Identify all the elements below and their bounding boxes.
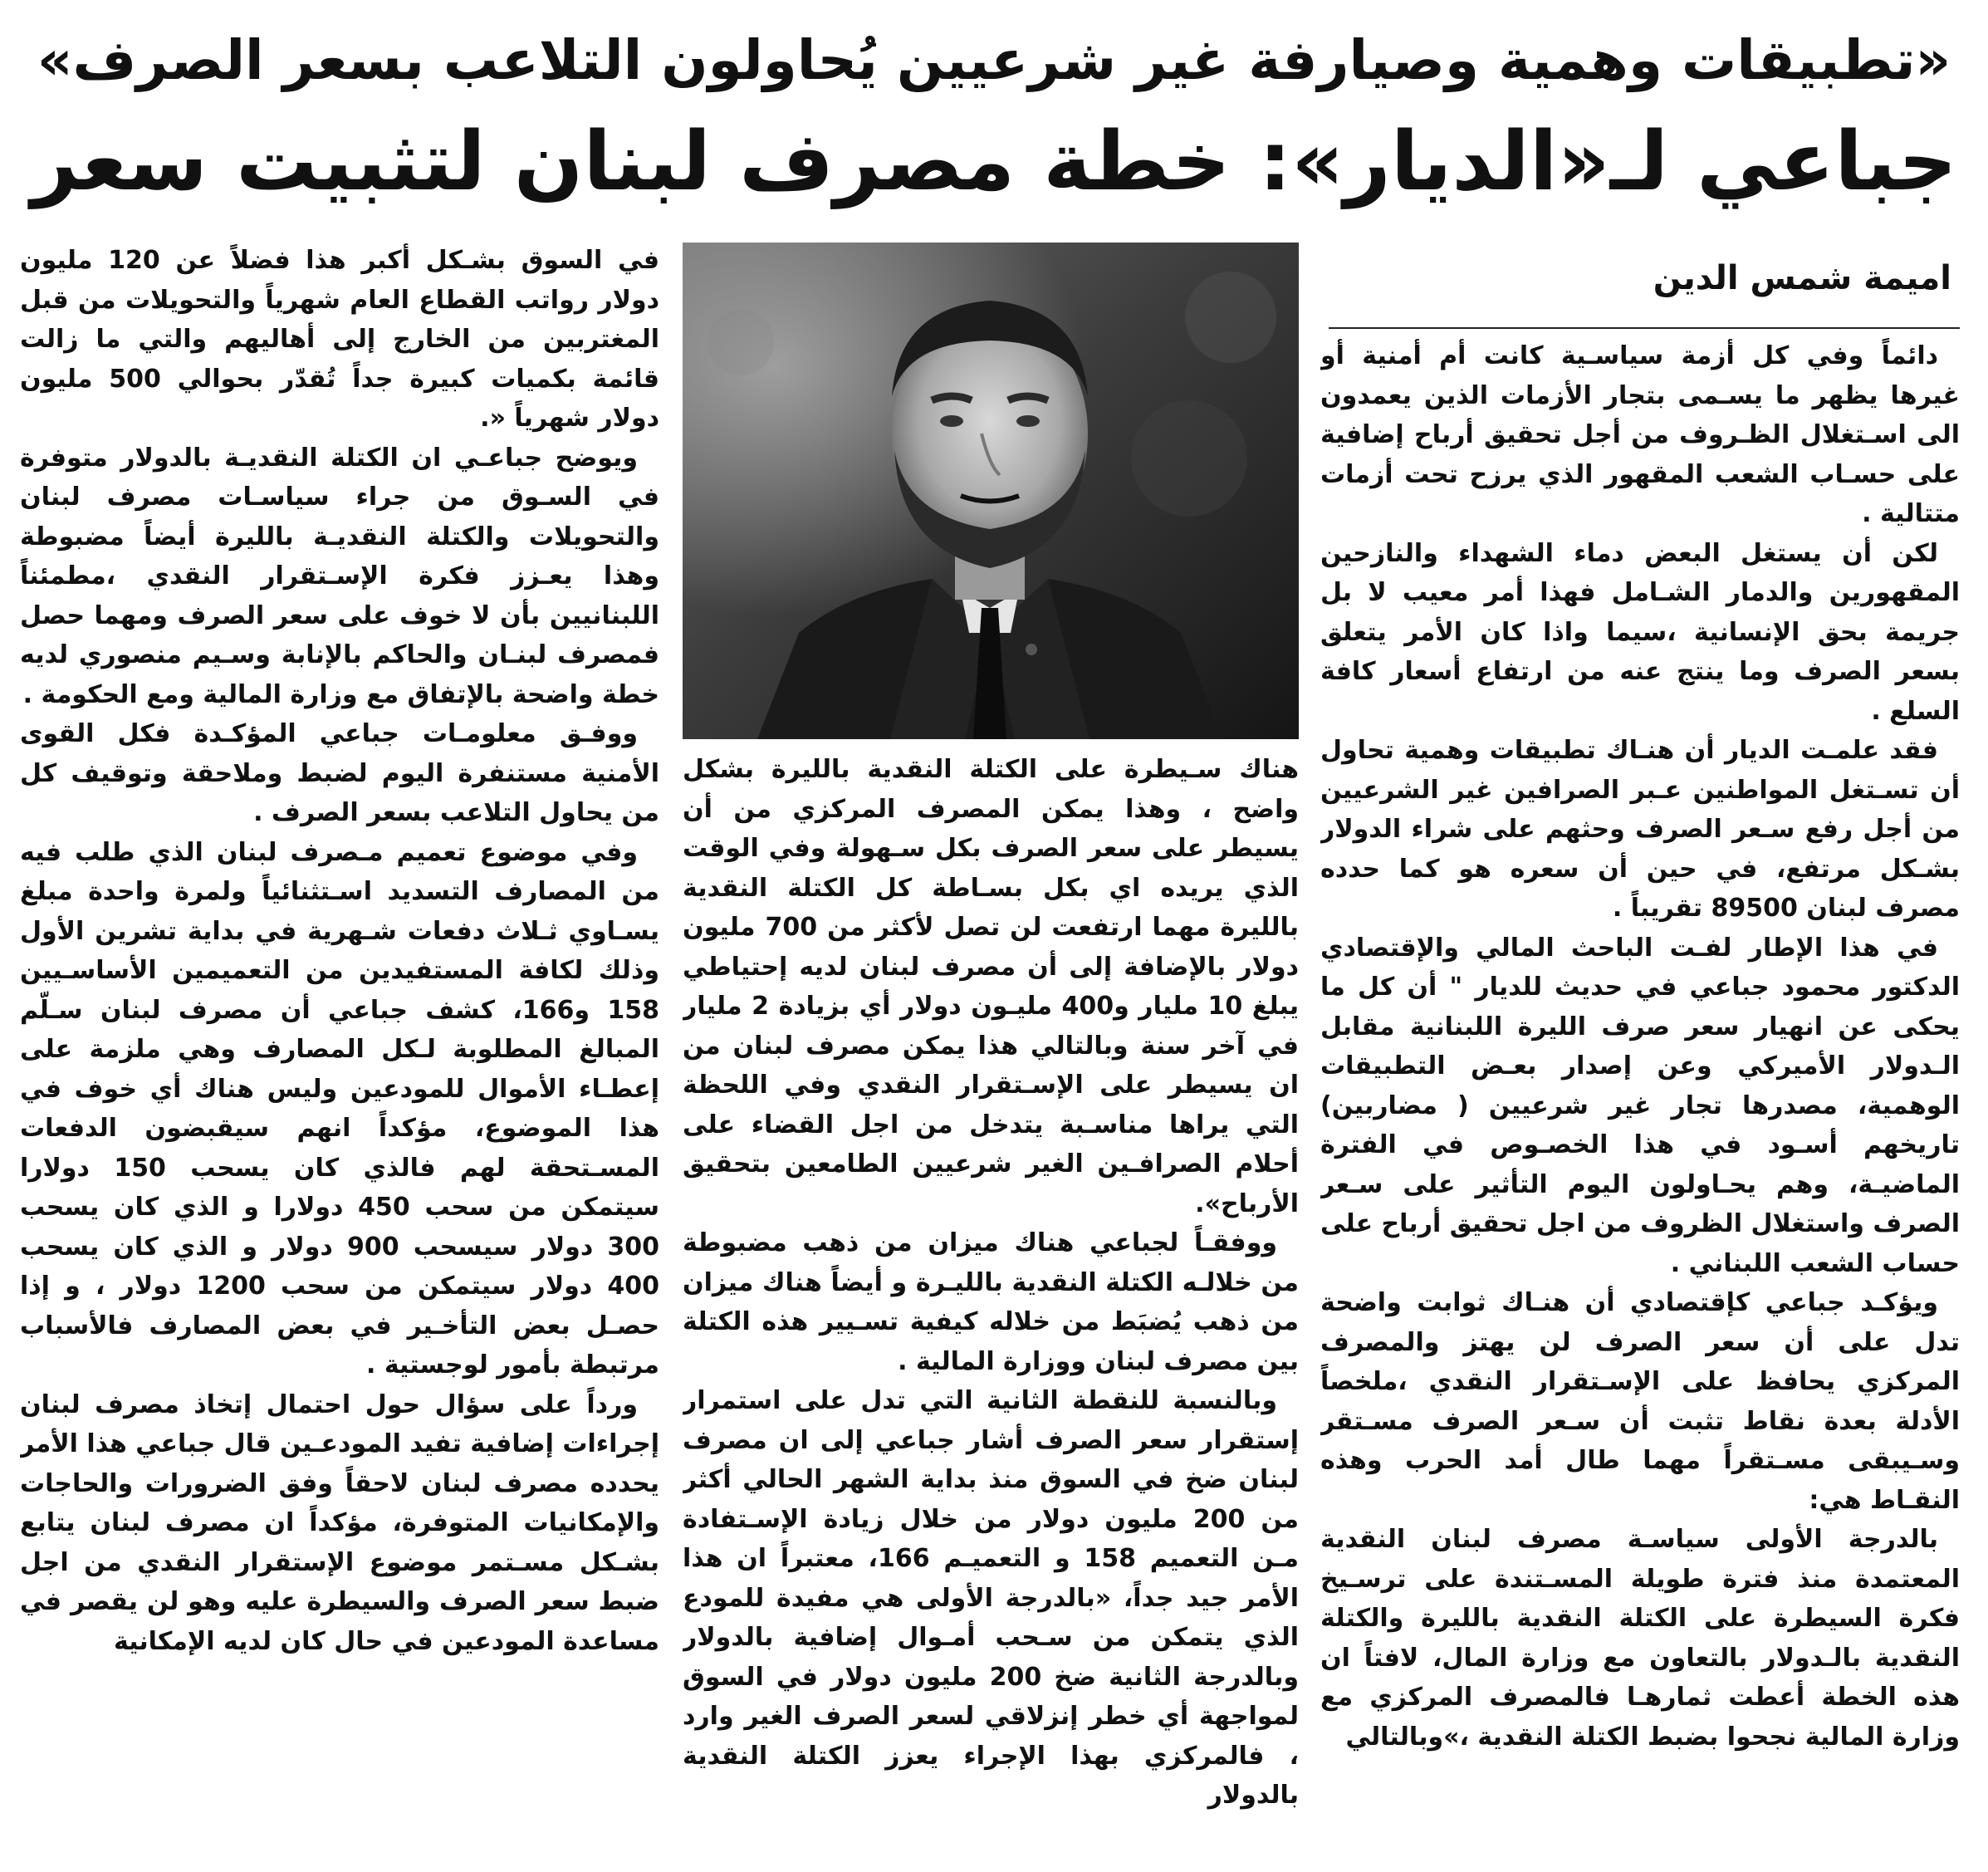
paragraph: ويوضح جباعـي ان الكتلة النقديـة بالدولار متوفرة في السـوق من جراء سياسـات مصرف لبنان والتحويلات والكتلة النقديـة بالليرة أيضاً مضبوطة وهذا يعـزز فكرة الإسـتقرار النقدي ،مطمئناً اللبنانيين بأن لا خوف على سعر الصرف ومهما حصل فمصرف لبنـان والحاكم بالإنابة وسـيم منصوري لديه خطة واضحة بالإتفاق مع وزارة المالية ومع الحكومة . <box>20 443 659 709</box>
article-kicker: «تطبيقات وهمية وصيارفة غير شرعيين يُحاولون التلاعب بسعر الصرف» <box>37 28 1951 92</box>
paragraph: بالدرجة الأولى سياسـة مصرف لبنان النقدية المعتمدة منذ فترة طويلة المسـتندة على ترسـيخ فكرة السيطرة على الكتلة النقدية بالليرة والكتلة النقدية بالـدولار بالتعاون مع وزارة المال، لافتاً ان هذه الخطة أعطت ثمارهـا فالمصرف المركزي مع وزارة المالية نجحوا بضبط الكتلة النقدية ،»وبالتالي <box>1320 1525 1960 1752</box>
article-column-left <box>20 241 659 1869</box>
byline-divider <box>1329 327 1960 329</box>
paragraph: في هذا الإطار لفـت الباحث المالي والإقتصادي الدكتور محمود جباعي في حديث للديار " أن كل ما يحكى عن انهيار سعر صرف الليرة اللبنانية مقابل الـدولار الأميركي وعن إصدار بعـض التطبيقات الوهمية، مصدرها تجار غير شرعيين ( مضاربين) تاريخهم أسـود في هذا الخصـوص في الفترة الماضيـة، وهم يحـاولون اليوم التأثير على سـعر الصرف واستغلال الظروف من اجل تحقيق أرباح على حساب الشعب اللبناني . <box>1320 933 1960 1278</box>
paragraph: ووفـق معلومـات جباعي المؤكـدة فكل القوى الأمنية مستنفرة اليوم لضبط وملاحقة وتوقيف كل من يحاول التلاعب بسعر الصرف . <box>20 719 659 827</box>
paragraph: ورداً على سؤال حول احتمال إتخاذ مصرف لبنان إجراءات إضافية تفيد المودعـين قال جباعي هذا الأمر يحدده مصرف لبنان لاحقاً وفق الضرورات والحاجات والإمكانيات المتوفرة، مؤكداً ان مصرف لبنان يتابع بشـكل مسـتمر موضوع الإستقرار النقدي من اجل ضبط سعر الصرف والسيطرة عليه وهو لن يقصر في مساعدة المودعين في حال كان لديه الإمكانية <box>20 1389 659 1656</box>
paragraph: في السوق بشـكل أكبر هذا فضلاً عن 120 مليون دولار رواتب القطاع العام شهرياً والتحويلات من قبل المغتربين من الخارج إلى أهاليهم والتي ما زالت قائمة بكميات كبيرة جداً تُقدّر بحوالي 500 مليون دولار شهرياً «. <box>20 246 659 433</box>
paragraph: ووفقـاً لجباعي هناك ميزان من ذهب مضبوطة من خلالـه الكتلة النقدية بالليـرة و أيضاً هناك ميزان من ذهب يُضبَط من خلاله كيفية تسـيير هذه الكتلة بين مصرف لبنان ووزارة المالية . <box>683 1228 1299 1376</box>
paragraph: هناك سـيطرة على الكتلة النقدية بالليرة بشكل واضح ، وهذا يمكن المصرف المركزي من أن يسيطر على سعر الصرف بكل سـهولة وفي الوقت الذي يريده اي بكل بسـاطة كل الكتلة النقدية بالليرة مهما ارتفعت لن تصل لأكثر من 700 مليون دولار بالإضافة إلى أن مصرف لبنان لديه إحتياطي يبلغ 10 مليار و400 مليـون دولار أي بزيادة 2 مليار في آخر سنة وبالتالي هذا يمكن مصرف لبنان من ان يسيطر على الإسـتقرار النقدي وفي اللحظة التي يراها مناسـبة يتدخل من اجل القضاء على أحلام الصرافـين الغير شرعيين الطامعين بتحقيق الأرباح». <box>683 755 1299 1218</box>
paragraph: دائماً وفي كل أزمة سياسـية كانت أم أمنية أو غيرها يظهر ما يسـمى بتجار الأزمات الذين يعمدون الى اسـتغلال الظـروف من أجل تحقيق أرباح إضافية على حسـاب الشعب المقهور الذي يرزح تحت أزمات متتالية . <box>1320 341 1960 528</box>
article-column-middle <box>683 750 1299 1867</box>
article-headline: جباعي لـ«الديار»: خطة مصرف لبنان لتثبيت سعر <box>31 115 1957 209</box>
portrait-photo-illustration <box>683 243 1299 739</box>
article-column-right <box>1320 336 1960 1869</box>
paragraph: وبالنسبة للنقطة الثانية التي تدل على استمرار إستقرار سعر الصرف أشار جباعي إلى ان مصرف لبنان ضخ في السوق منذ بداية الشهر الحالي أكثر من 200 مليون دولار من خلال زيادة الإسـتفادة مـن التعميم 158 و التعميـم 166، معتبراً ان هذا الأمر جيد جداً، «بالدرجة الأولى هي مفيدة للمودع الذي يتمكن من سـحب أمـوال إضافية بالدولار وبالدرجة الثانية ضخ 200 مليون دولار في السوق لمواجهة أي خطر إنزلاقي لسعر الصرف الغير وارد ، فالمركزي بهذا الإجراء يعزز الكتلة النقدية بالدولار <box>683 1386 1299 1810</box>
article-byline: اميمة شمس الدين <box>1653 259 1951 297</box>
paragraph: ويؤكـد جباعي كإقتصادي أن هنـاك ثوابت واضحة تدل على أن سعر الصرف لن يهتز والمصرف المركزي يحافظ على الإسـتقرار النقدي ،ملخصاً الأدلة بعدة نقاط تثبت أن سـعر الصرف مسـتقر وسـيبقى مسـتقراً مهما طال أمد الحرب وهذه النقـاط هي: <box>1320 1288 1960 1515</box>
paragraph: لكن أن يستغل البعض دماء الشهداء والنازحين المقهورين والدمار الشـامل فهذا أمر معيب لا بل جريمة بحق الإنسانية ،سيما واذا كان الأمر يتعلق بسعر الصرف وما ينتج عنه من ارتفاع أسعار كافة السلع . <box>1320 538 1960 726</box>
article-photo <box>683 243 1299 739</box>
paragraph: وفي موضوع تعميم مـصرف لبنان الذي طلب فيه من المصارف التسديد اسـتثنائياً ولمرة واحدة مبلغ يسـاوي ثـلاث دفعات شـهرية في بداية تشرين الأول وذلك لكافة المستفيدين من التعميمين الأساسـيين 158 و166، كشف جباعي أن مصرف لبنان سـلّم المبالغ المطلوبة لـكل المصارف وهي ملزمة على إعطـاء الأموال للمودعين وليس هناك أي خوف في هذا الموضوع، مؤكداً انهم سيقبضون الدفعات المسـتحقة لهم فالذي كان يسحب 150 دولارا سيتمكن من سحب 450 دولارا و الذي كان يسحب 300 دولار سيسحب 900 دولار و الذي كان يسحب 400 دولار سيتمكن من سحب 1200 دولار ، و إذا حصـل بعض التأخـير في بعض المصارف فالأسباب مرتبطة بأمور لوجستية . <box>20 837 659 1379</box>
paragraph: فقد علمـت الديار أن هنـاك تطبيقات وهمية تحاول أن تسـتغل المواطنين عـبر الصرافين غير الشرعيين من أجل رفع سـعر الصرف وحثهم على شراء الدولار بشـكل مرتفع، في حين أن سعره هو كما حدده مصرف لبنان 89500 تقريباً . <box>1320 736 1960 923</box>
